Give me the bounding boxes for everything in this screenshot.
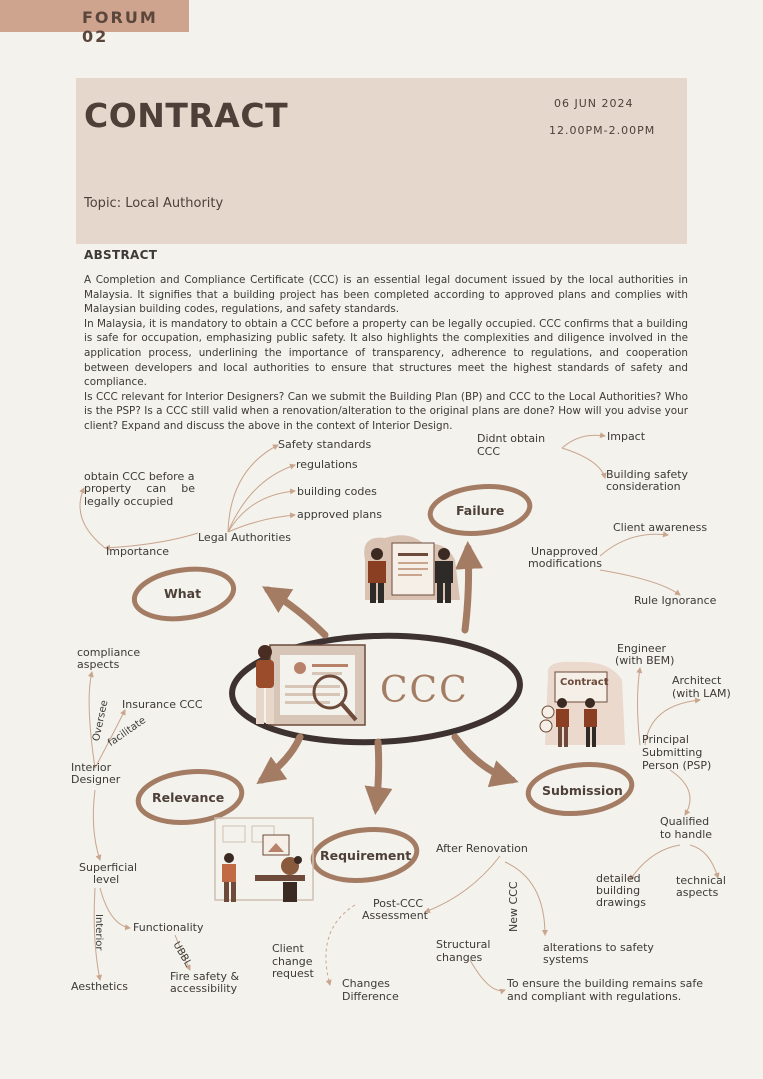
post-ccc-label-2: Assessment — [362, 909, 428, 922]
psp-label-2: Submitting — [642, 746, 703, 759]
line-engineer — [638, 668, 641, 745]
facilitate-label: facilitate — [106, 714, 149, 750]
detailed-label-3: drawings — [596, 896, 646, 909]
topic: Topic: Local Authority — [84, 196, 224, 211]
line-client-awareness — [600, 534, 668, 556]
qualified-label-1: Qualified — [660, 815, 710, 828]
post-ccc-label-1: Post-CCC — [373, 897, 424, 910]
alterations-label-2: systems — [543, 953, 589, 966]
abstract-heading: ABSTRACT — [84, 248, 158, 262]
superficial-label-1: Superficial — [79, 861, 138, 874]
alterations-label-1: alterations to safety — [543, 941, 654, 954]
ensure-label-1: To ensure the building remains safe — [507, 977, 704, 990]
compliance-label-1: compliance — [77, 646, 141, 659]
client-change-label-3: request — [272, 967, 314, 980]
detailed-label-2: building — [596, 884, 641, 897]
abstract-paragraph-2: In Malaysia, it is mandatory to obtain a CCC before a property can be legally occupied. CCC confirms that a building is safe for occupation, emphasizing public safety. It also highlights the complexities and diligence involved in the application process, underlining the importance of transparency, adherence to regulations, and cooperation between developers and local authorities to ensure that structures meet the highest standards of safety and compliance. — [84, 317, 688, 389]
unapproved-label-1: Unapproved — [531, 545, 598, 558]
line-post-ccc — [425, 856, 500, 912]
rule-ignorance-label: Rule Ignorance — [634, 594, 717, 607]
regulations-label: regulations — [296, 458, 358, 471]
engineer-label-1: Engineer — [617, 642, 666, 655]
functionality-label: Functionality — [133, 921, 204, 934]
line-ensure — [470, 960, 505, 991]
abstract-paragraph-1: A Completion and Compliance Certificate (CCC) is an essential legal document issued by the local authorities in Malaysia. It signifies that a building project has been completed according to approved plans and complies with Malaysian building codes, regulations, and safety standards. — [84, 274, 688, 316]
line-superficial — [93, 790, 100, 860]
time: 12.00PM-2.00PM — [549, 124, 656, 137]
abstract-paragraph-3: Is CCC relevant for Interior Designers? Can we submit the Building Plan (BP) and CCC to the Local Authorities? Who is the PSP? Is a CCC still valid when a renovation/alteration to the original plans are done? How will you advise your client? Expand and discuss the above in the context of Interior Design. — [84, 390, 688, 432]
arrow-to-what — [268, 590, 325, 635]
page-title: CONTRACT — [84, 96, 289, 135]
line-qualified — [670, 770, 690, 815]
technical-label-1: technical — [676, 874, 726, 887]
interior-designer-label-2: Designer — [71, 773, 121, 786]
fire-safety-label-1: Fire safety & — [170, 970, 240, 983]
arrow-to-failure — [465, 548, 469, 630]
interior-label: Interior — [93, 914, 104, 951]
psp-label-3: Person (PSP) — [642, 759, 712, 772]
line-impact — [562, 435, 605, 448]
line-regulations — [228, 465, 295, 532]
ubbl-label: UBBL — [170, 940, 194, 969]
failure-title: Failure — [456, 503, 505, 518]
interior-designer-label-1: Interior — [71, 761, 112, 774]
importance-label: Importance — [106, 545, 170, 558]
submission-title: Submission — [542, 783, 623, 798]
structural-label-2: changes — [436, 951, 483, 964]
line-rule-ignorance — [600, 570, 680, 595]
didnt-obtain-label-2: CCC — [477, 445, 501, 458]
arrow-to-relevance — [262, 737, 300, 780]
obtain-label-2 — [84, 483, 195, 496]
contract-board-label: Contract — [560, 677, 609, 688]
line-building-safety — [562, 448, 605, 478]
unapproved-label-2: modifications — [528, 557, 603, 570]
date: 06 JUN 2024 — [554, 97, 634, 110]
failure-illustration — [364, 535, 460, 603]
line-functionality — [100, 888, 130, 928]
compliance-label-2: aspects — [77, 658, 120, 671]
building-safety-label-2: consideration — [606, 480, 681, 493]
fire-safety-label-2: accessibility — [170, 982, 238, 995]
legal-authorities-label: Legal Authorities — [198, 531, 291, 544]
superficial-label-2: level — [93, 873, 120, 886]
ensure-label-2: and compliant with regulations. — [507, 990, 682, 1003]
didnt-obtain-label-1: Didnt obtain — [477, 432, 546, 445]
what-title: What — [164, 586, 202, 601]
architect-label-1: Architect — [672, 674, 722, 687]
engineer-label-2: (with BEM) — [615, 654, 675, 667]
obtain-word-be: be — [181, 482, 195, 495]
obtain-word-property: property — [84, 482, 132, 495]
building-codes-label: building codes — [297, 485, 377, 498]
requirement-title: Requirement — [320, 848, 412, 863]
changes-label-2: Difference — [342, 990, 399, 1003]
approved-plans-label: approved plans — [297, 508, 382, 521]
client-change-label-1: Client — [272, 942, 304, 955]
architect-label-2: (with LAM) — [672, 687, 731, 700]
obtain-word-can: can — [146, 482, 167, 495]
submission-illustration — [540, 662, 625, 747]
new-ccc-label: New CCC — [507, 881, 520, 932]
insurance-label: Insurance CCC — [122, 698, 203, 711]
arrow-to-submission — [455, 737, 512, 780]
forum-label: FORUM 02 — [82, 8, 158, 46]
relevance-title: Relevance — [152, 790, 225, 805]
after-renovation-label: After Renovation — [436, 842, 528, 855]
obtain-label-3: legally occupied — [84, 495, 174, 508]
center-label: CCC — [380, 670, 469, 711]
qualified-label-2: to handle — [660, 828, 713, 841]
structural-label-1: Structural — [436, 938, 491, 951]
building-safety-label-1: Building safety — [606, 468, 689, 481]
technical-label-2: aspects — [676, 886, 719, 899]
psp-label-1: Principal — [642, 733, 689, 746]
center-illustration — [256, 645, 365, 725]
safety-standards-label: Safety standards — [278, 438, 372, 451]
changes-label-1: Changes — [342, 977, 390, 990]
client-change-label-2: change — [272, 955, 313, 968]
obtain-label-1: obtain CCC before a — [84, 470, 195, 483]
relevance-illustration — [215, 818, 313, 902]
oversee-label: Oversee — [91, 699, 111, 743]
aesthetics-label: Aesthetics — [71, 980, 129, 993]
line-changes — [326, 905, 355, 985]
client-awareness-label: Client awareness — [613, 521, 708, 534]
arrow-to-requirement — [376, 742, 379, 808]
impact-label: Impact — [607, 430, 646, 443]
detailed-label-1: detailed — [596, 872, 641, 885]
